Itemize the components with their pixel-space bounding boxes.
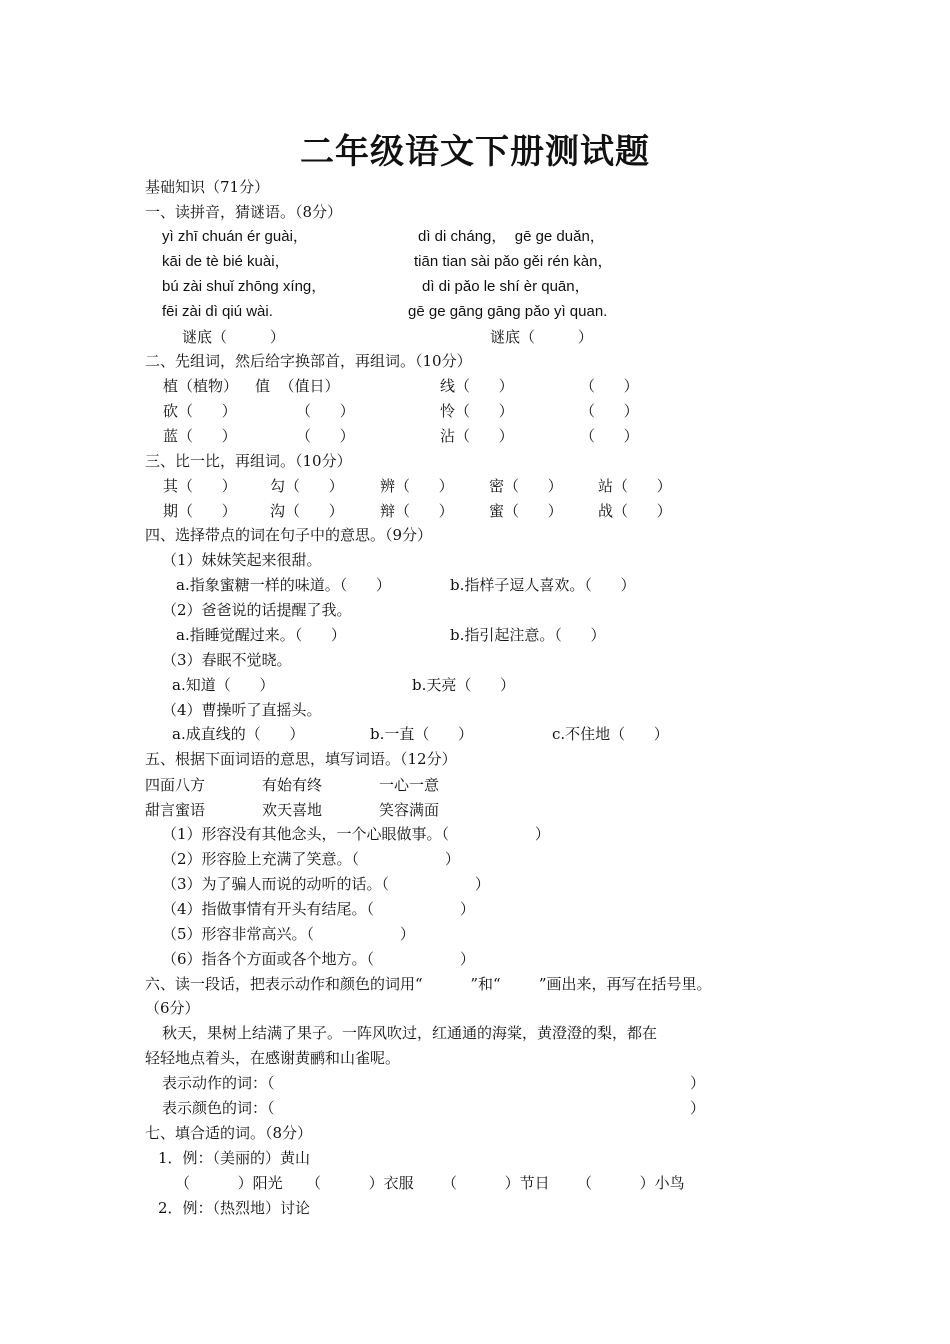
q2-heading: 二、先组词，然后给字换部首，再组词。（10分） (145, 352, 472, 370)
q4-option[interactable]: a.指象蜜糖一样的味道。（ ） (176, 576, 391, 594)
idiom: 甜言蜜语 (145, 801, 206, 819)
q4-option[interactable]: c.不住地（ ） (552, 725, 669, 743)
q4-option[interactable]: a.成直线的（ ） (172, 725, 305, 743)
riddle1-line: bú zài shuǐ zhōng xíng， (162, 278, 327, 295)
q3-cell[interactable]: 辨（ ） (380, 477, 454, 495)
q5-item[interactable]: （3）为了骗人而说的动听的话。（ ） (162, 875, 490, 893)
q3-cell[interactable]: 辩（ ） (380, 502, 454, 520)
q3-cell[interactable]: 密（ ） (489, 477, 563, 495)
q6-passage: 轻轻地点着头，在感谢黄鹂和山雀呢。 (145, 1049, 401, 1067)
color-words-label[interactable]: 表示颜色的词：（ (162, 1099, 275, 1117)
q4-sentence: （4）曹操听了直摇头。 (162, 701, 322, 719)
q7-example: 1．例：（美丽的）黄山 (158, 1149, 311, 1167)
q2-cell[interactable]: （ ） (296, 427, 355, 445)
riddle1-answer[interactable]: 谜底（ ） (182, 328, 285, 346)
q2-cell[interactable]: （ ） (580, 377, 639, 395)
q4-option[interactable]: b.天亮（ ） (412, 676, 515, 694)
idiom: 有始有终 (262, 776, 323, 794)
q3-cell[interactable]: 战（ ） (598, 502, 672, 520)
q4-option[interactable]: b.一直（ ） (370, 725, 473, 743)
q6-heading: 六、读一段话，把表示动作和颜色的词用“ ”和“ ”画出来，再写在括号里。 (145, 975, 712, 993)
q7-blank[interactable]: （ ）阳光 (175, 1174, 283, 1192)
q4-sentence: （2）爸爸说的话提醒了我。 (162, 601, 352, 619)
q2-cell[interactable]: 砍（ ） (163, 402, 237, 420)
riddle2-line: gē ge gāng gāng pǎo yì quan. (408, 303, 608, 320)
q5-item[interactable]: （6）指各个方面或各个地方。（ ） (162, 950, 475, 968)
riddle2-line: dì di pǎo le shí èr quān， (422, 278, 590, 295)
q7-example: 2．例：（热烈地）讨论 (158, 1199, 311, 1217)
q5-item[interactable]: （4）指做事情有开头有结尾。（ ） (162, 900, 475, 918)
riddle1-line: yì zhī chuán ér guài， (162, 228, 308, 245)
q6-heading-cont: （6分） (145, 999, 200, 1017)
q7-blank[interactable]: （ ）衣服 (306, 1174, 414, 1192)
riddle1-line: kāi de tè bié kuài， (162, 253, 290, 270)
q4-option[interactable]: a.知道（ ） (172, 676, 275, 694)
riddle2-line: dì di cháng， gē ge duǎn， (418, 228, 605, 245)
q4-heading: 四、选择带点的词在句子中的意思。（9分） (145, 526, 433, 544)
q4-option[interactable]: b.指样子逗人喜欢。（ ） (450, 576, 636, 594)
riddle1-line: fēi zài dì qiú wài. (162, 303, 273, 320)
idiom: 一心一意 (379, 776, 440, 794)
q4-sentence: （3）春眠不觉晓。 (162, 651, 292, 669)
q2-cell[interactable]: （ ） (580, 427, 639, 445)
page-title: 二年级语文下册测试题 (300, 132, 650, 172)
action-words-label[interactable]: 表示动作的词：（ (162, 1074, 275, 1092)
idiom: 笑容满面 (379, 801, 440, 819)
q2-cell: 值 （值日） (255, 377, 340, 395)
q6-passage: 秋天，果树上结满了果子。一阵风吹过，红通通的海棠，黄澄澄的梨，都在 (162, 1024, 658, 1042)
q5-heading: 五、根据下面词语的意思，填写词语。（12分） (145, 750, 457, 768)
q3-cell[interactable]: 站（ ） (598, 477, 672, 495)
q2-cell[interactable]: 蓝（ ） (163, 427, 237, 445)
q3-cell[interactable]: 期（ ） (163, 502, 237, 520)
q2-cell[interactable]: 沾（ ） (440, 427, 514, 445)
q3-cell[interactable]: 勾（ ） (270, 477, 344, 495)
idiom: 四面八方 (145, 776, 206, 794)
q4-option[interactable]: a.指睡觉醒过来。（ ） (176, 626, 346, 644)
q2-cell[interactable]: （ ） (580, 402, 639, 420)
q7-heading: 七、填合适的词。（8分） (145, 1124, 313, 1142)
q3-heading: 三、比一比，再组词。（10分） (145, 452, 352, 470)
q7-blank[interactable]: （ ）节日 (442, 1174, 550, 1192)
close-paren: ） (690, 1099, 706, 1117)
q7-blank[interactable]: （ ）小鸟 (577, 1174, 685, 1192)
q4-sentence: （1）妹妹笑起来很甜。 (162, 551, 322, 569)
q5-item[interactable]: （2）形容脸上充满了笑意。（ ） (162, 850, 460, 868)
q2-cell: 植（植物） (163, 377, 239, 395)
close-paren: ） (690, 1074, 706, 1092)
riddle2-line: tiān tian sài pǎo gěi rén kàn， (414, 253, 613, 270)
q2-cell[interactable]: （ ） (296, 402, 355, 420)
q4-option[interactable]: b.指引起注意。（ ） (450, 626, 606, 644)
q1-heading: 一、读拼音，猜谜语。（8分） (145, 203, 343, 221)
q5-item[interactable]: （5）形容非常高兴。（ ） (162, 925, 415, 943)
section-header: 基础知识（71分） (145, 178, 270, 196)
riddle2-answer[interactable]: 谜底（ ） (490, 328, 593, 346)
q3-cell[interactable]: 其（ ） (163, 477, 237, 495)
q3-cell[interactable]: 蜜（ ） (489, 502, 563, 520)
q5-item[interactable]: （1）形容没有其他念头，一个心眼做事。（ ） (162, 825, 550, 843)
q2-cell[interactable]: 线（ ） (440, 377, 514, 395)
idiom: 欢天喜地 (262, 801, 323, 819)
q3-cell[interactable]: 沟（ ） (270, 502, 344, 520)
q2-cell[interactable]: 怜（ ） (440, 402, 514, 420)
